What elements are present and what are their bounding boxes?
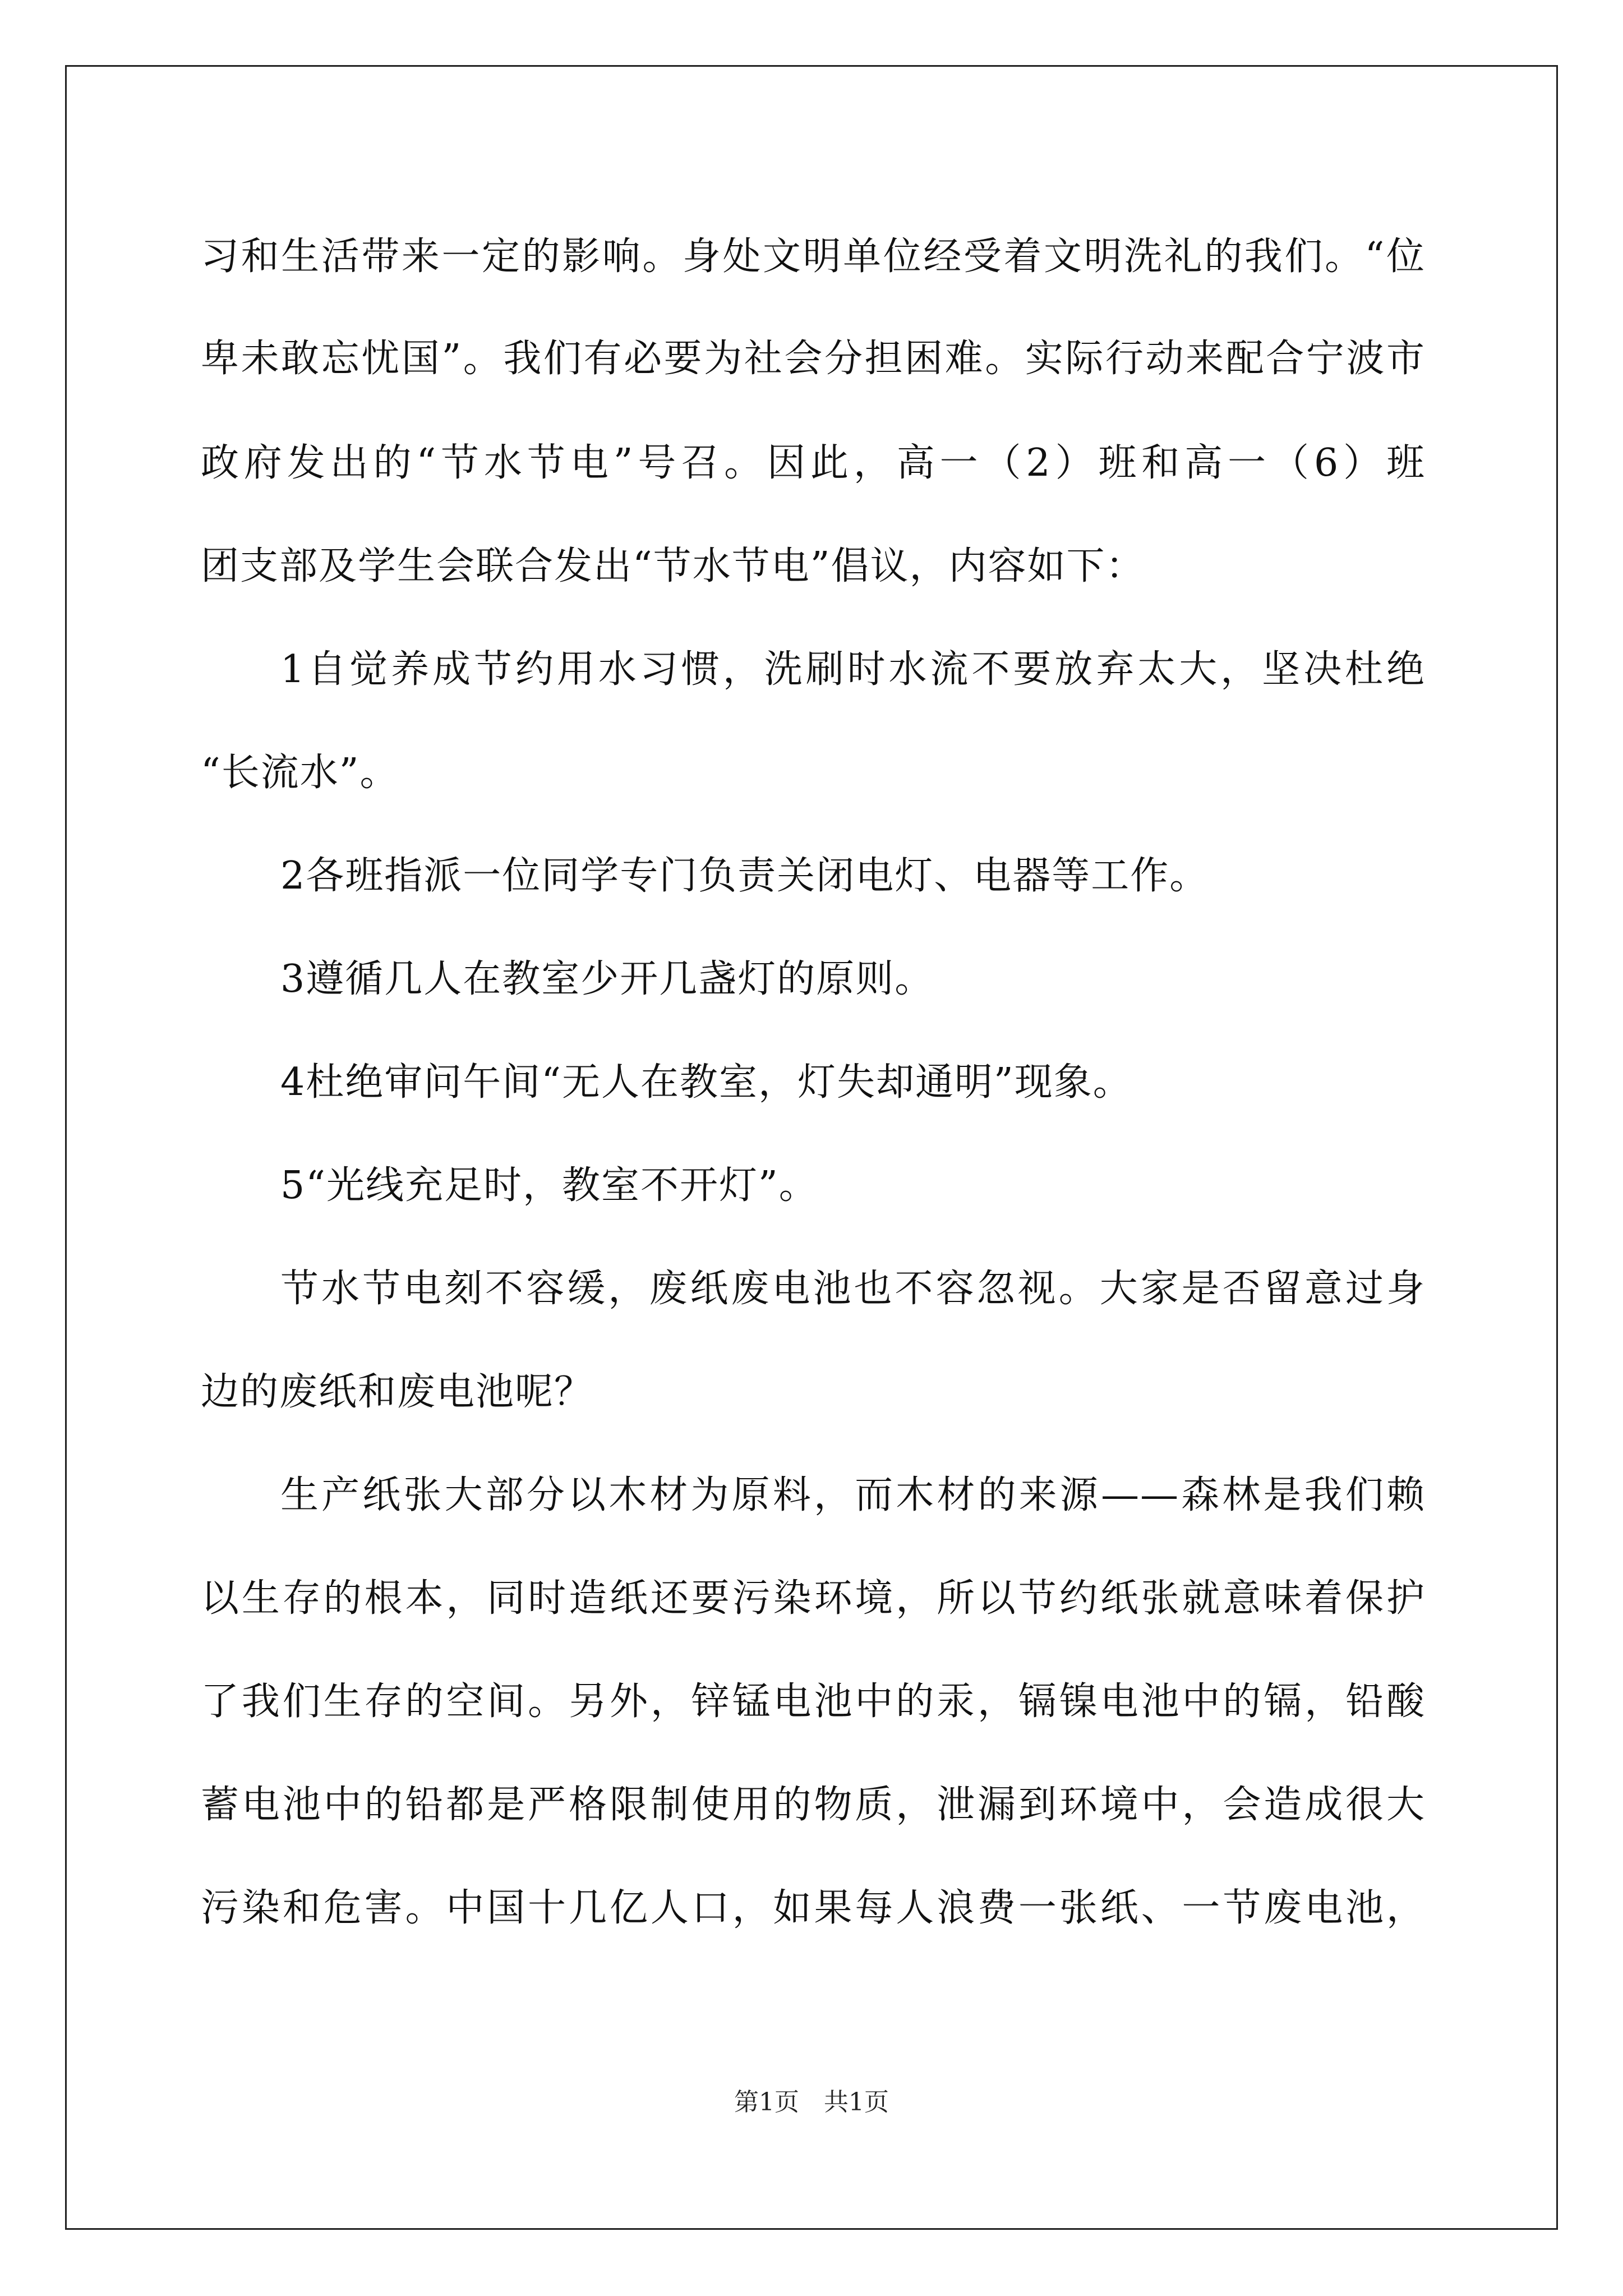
paragraph-start: 生产纸张大部分以木材为原料，而木材的来源——森林是我们赖 <box>280 1473 1426 1517</box>
list-item-3: 3遵循几人在教室少开几盏灯的原则。 <box>280 957 934 1001</box>
list-item-4: 4杜绝审问午间“无人在教室，灯失却通明”现象。 <box>280 1060 1132 1105</box>
page-footer: 第1页 共1页 <box>734 2088 889 2116</box>
text-line: 习和生活带来一定的影响。身处文明单位经受着文明洗礼的我们。“位 <box>201 234 1426 279</box>
text-line: “长流水”。 <box>201 751 399 795</box>
list-item-5: 5“光线充足时，教室不开灯”。 <box>280 1163 818 1208</box>
text-line: 边的废纸和废电池呢？ <box>201 1370 594 1414</box>
paragraph-start: 节水节电刻不容缓，废纸废电池也不容忽视。大家是否留意过身 <box>280 1267 1426 1311</box>
text-line: 卑未敢忘忧国”。我们有必要为社会分担困难。实际行动来配合宁波市 <box>201 337 1426 381</box>
text-line: 政府发出的“节水节电”号召。因此，高一（2）班和高一（6）班 <box>201 441 1426 485</box>
text-line: 蓄电池中的铅都是严格限制使用的物质，泄漏到环境中，会造成很大 <box>201 1783 1426 1827</box>
text-line: 污染和危害。中国十几亿人口，如果每人浪费一张纸、一节废电池， <box>201 1886 1426 1930</box>
list-item-1: 1自觉养成节约用水习惯，洗刷时水流不要放弃太大，坚决杜绝 <box>280 647 1426 692</box>
text-line: 团支部及学生会联合发出“节水节电”倡议，内容如下： <box>201 544 1145 588</box>
text-line: 以生存的根本，同时造纸还要污染环境，所以节约纸张就意味着保护 <box>201 1576 1426 1621</box>
text-line: 了我们生存的空间。另外，锌锰电池中的汞，镉镍电池中的镉，铅酸 <box>201 1680 1426 1724</box>
list-item-2: 2各班指派一位同学专门负责关闭电灯、电器等工作。 <box>280 854 1209 898</box>
